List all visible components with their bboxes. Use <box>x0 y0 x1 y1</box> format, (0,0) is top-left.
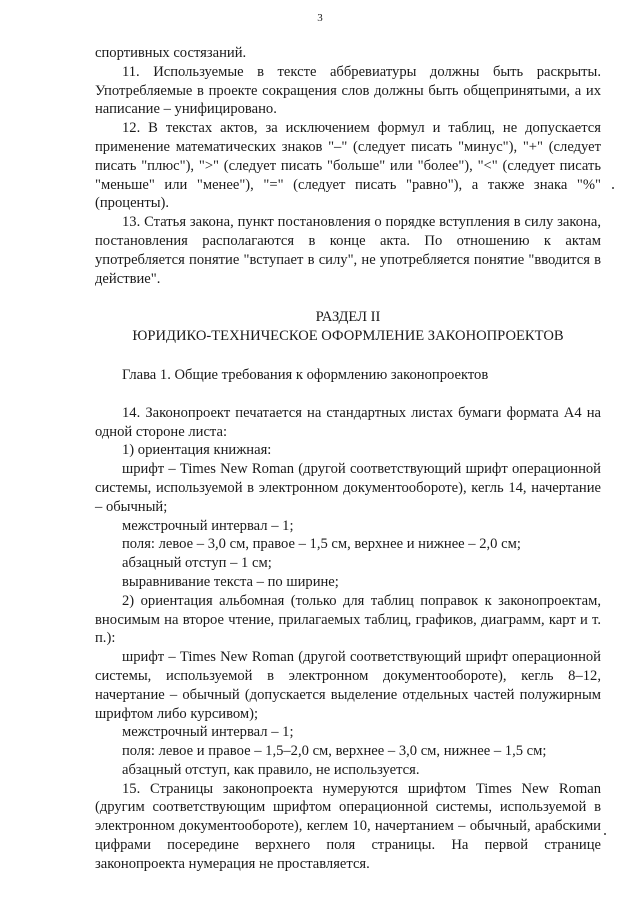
portrait-heading: 1) ориентация книжная: <box>122 442 272 459</box>
portrait-spacing: межстрочный интервал – 1; <box>122 517 294 534</box>
portrait-font: шрифт – Times New Roman (другой соответствующий шрифт операционной системы, используемой в электронном документообороте), кегль 14, начертание – обычный; <box>95 461 601 515</box>
document-body <box>95 44 601 874</box>
landscape-heading: 2) ориентация альбомная (только для таблиц поправок к законопроектам, вносимым на второе чтение, прилагаемых таблиц, графиков, диаграмм, карт и т. п.): <box>95 592 601 647</box>
section-label: РАЗДЕЛ II <box>315 309 381 326</box>
section-title: ЮРИДИКО-ТЕХНИЧЕСКОЕ ОФОРМЛЕНИЕ ЗАКОНОПРОЕКТОВ <box>132 328 564 345</box>
paragraph-continuation: спортивных состязаний. <box>95 45 247 61</box>
paragraph-13: 13. Статья закона, пункт постановления о порядке вступления в силу закона, постановления располагаются в конце акта. По отношению к актам употребляется понятие "вступает в силу", не употребляется понятие "вводится в действие". <box>95 214 601 287</box>
page-number: 3 <box>317 12 323 24</box>
portrait-align: выравнивание текста – по ширине; <box>122 573 339 590</box>
landscape-font: шрифт – Times New Roman (другой соответствующий шрифт операционной системы, используемой в электронном документообороте), кегль 8–12, начертание – обычный (допускается выделение отдельных частей полужирным шрифтом либо курсивом); <box>95 649 601 722</box>
portrait-indent: абзацный отступ – 1 см; <box>122 555 272 572</box>
chapter-heading: Глава 1. Общие требования к оформлению законопроектов <box>122 366 489 383</box>
paragraph-12: 12. В текстах актов, за исключением формул и таблиц, не допускается применение математических знаков "–" (следует писать "минус"), "+" (следует писать "плюс"), ">" (следует писать "больше" или "более"), "<" (следует писать "меньше" или "менее"), "=" (следует писать "равно"), а также знака "%" (проценты). <box>95 120 601 212</box>
scan-speck <box>612 187 614 189</box>
paragraph-11: 11. Используемые в тексте аббревиатуры должны быть раскрыты. Употребляемые в проекте сокращения слов должны быть общепринятыми, а их написание – унифицировано. <box>95 63 601 118</box>
landscape-margins: поля: левое и правое – 1,5–2,0 см, верхнее – 3,0 см, нижнее – 1,5 см; <box>122 743 547 760</box>
paragraph-14-intro: 14. Законопроект печатается на стандартных листах бумаги формата А4 на одной стороне листа: <box>95 404 601 440</box>
portrait-margins: поля: левое – 3,0 см, правое – 1,5 см, верхнее и нижнее – 2,0 см; <box>122 536 521 553</box>
paragraph-15: 15. Страницы законопроекта нумеруются шрифтом Times New Roman (другим соответствующим шрифтом операционной системы, используемой в электронном документообороте), кеглем 10, начертанием – обычный, арабскими цифрами посередине верхнего поля страницы. На первой странице законопроекта нумерация не проставляется. <box>95 780 601 872</box>
landscape-spacing: межстрочный интервал – 1; <box>122 724 294 741</box>
landscape-indent: абзацный отступ, как правило, не используется. <box>122 761 420 778</box>
scan-speck <box>604 833 606 835</box>
